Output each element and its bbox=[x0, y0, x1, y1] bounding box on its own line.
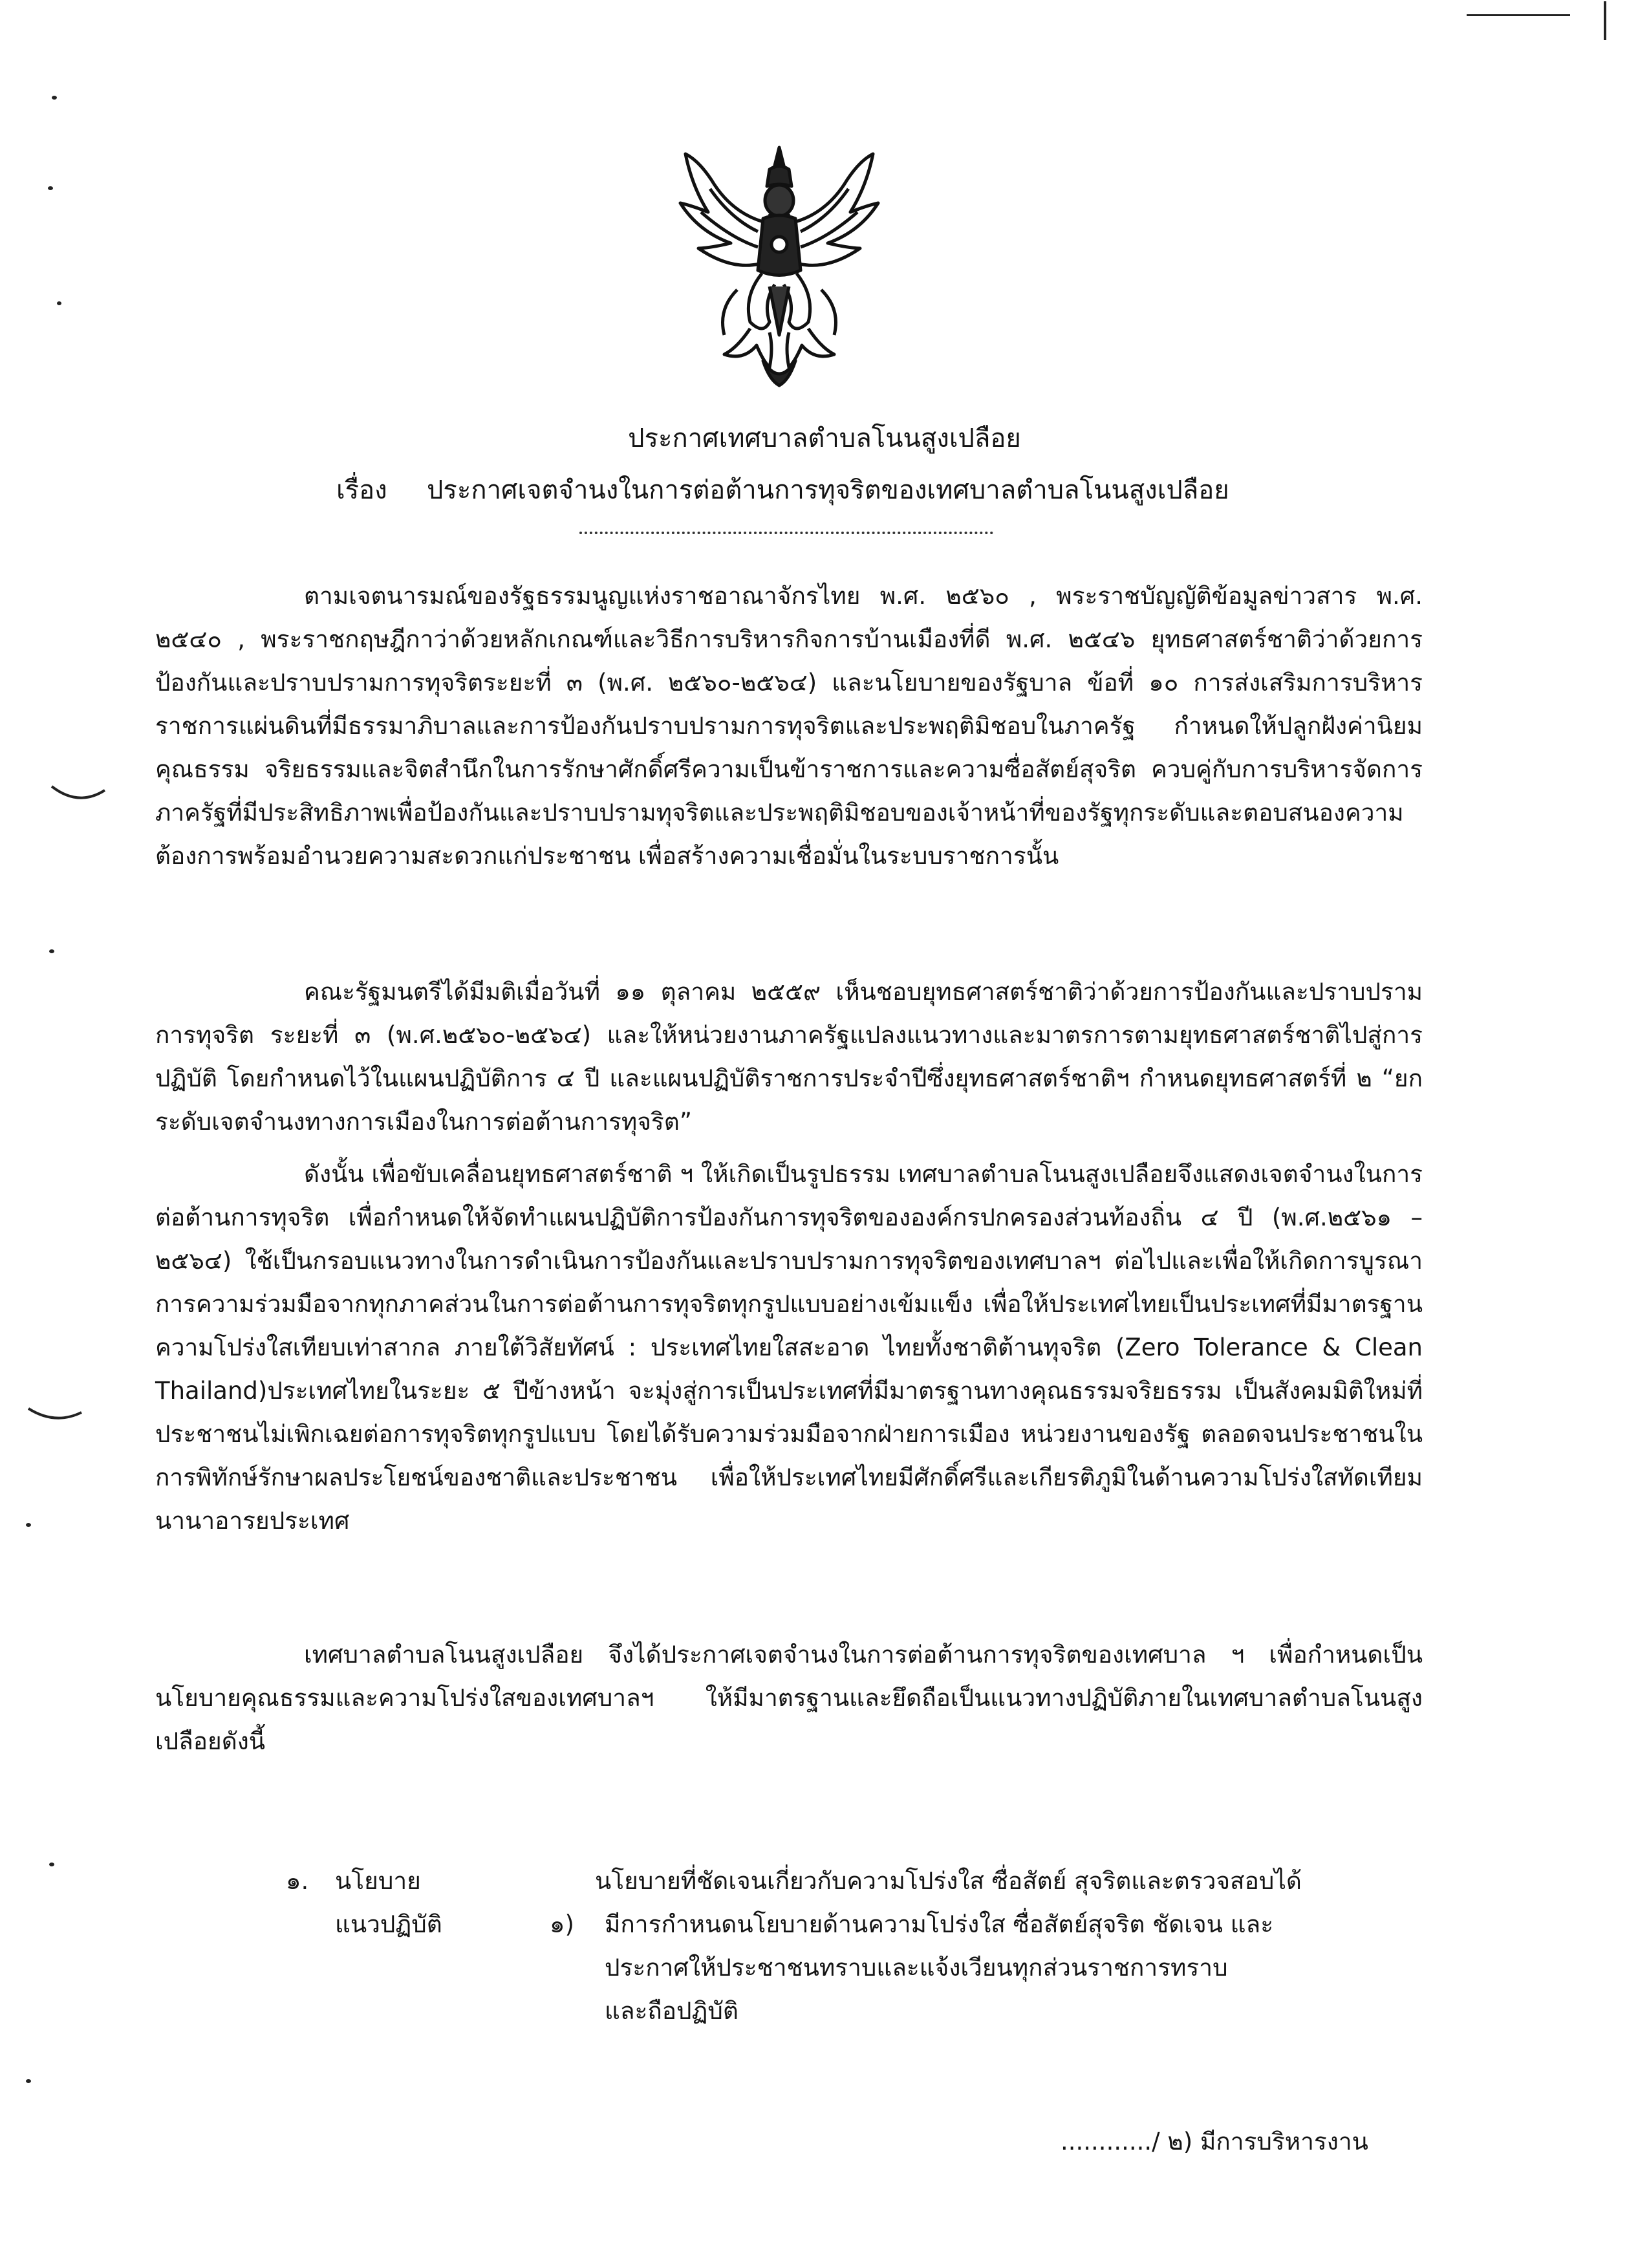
policy-item-line-3: และถือปฏิบัติ bbox=[605, 1997, 738, 2025]
scan-dot bbox=[57, 301, 61, 305]
scan-dot bbox=[49, 1863, 54, 1866]
policy-item-number: ๑) bbox=[550, 1910, 574, 1938]
subject-text: ประกาศเจตจำนงในการต่อต้านการทุจริตของเทศบาลตำบลโนนสูงเปลือย bbox=[427, 475, 1229, 505]
dotted-divider bbox=[579, 532, 993, 534]
announcement-title: ประกาศเทศบาลตำบลโนนสูงเปลือย bbox=[628, 424, 1021, 453]
body-paragraph-2 bbox=[155, 970, 1423, 1143]
scan-dot bbox=[26, 1523, 31, 1527]
paragraph-text: เทศบาลตำบลโนนสูงเปลือย จึงได้ประกาศเจตจำนงในการต่อต้านการทุจริตของเทศบาล ฯ เพื่อกำหนดเป็นนโยบายคุณธรรมและความโปร่งใสของเทศบาลฯ ให้มีมาตรฐานและยึดถือเป็นแนวทางปฏิบัติภายในเทศบาลตำบลโนนสูงเปลือยดังนี้ bbox=[155, 1641, 1423, 1755]
scan-mark bbox=[1604, 1, 1606, 40]
policy-item-line-1: มีการกำหนดนโยบายด้านความโปร่งใส ซื่อสัตย์สุจริต ชัดเจน และ bbox=[605, 1910, 1274, 1938]
paragraph-text: ดังนั้น เพื่อขับเคลื่อนยุทธศาสตร์ชาติ ฯ ให้เกิดเป็นรูปธรรม เทศบาลตำบลโนนสูงเปลือยจึงแสดงเจตจำนงในการต่อต้านการทุจริต เพื่อกำหนดให้จัดทำแผนปฏิบัติการป้องกันการทุจริตขององค์กรปกครองส่วนท้องถิ่น ๔ ปี (พ.ศ.๒๕๖๑ – ๒๕๖๔) ใช้เป็นกรอบแนวทางในการดำเนินการป้องกันและปราบปรามการทุจริตของเทศบาลฯ ต่อไปและเพื่อให้เกิดการบูรณาการความร่วมมือจากทุกภาคส่วนในการต่อต้านการทุจริตทุกรูปแบบอย่างเข้มแข็ง เพื่อให้ประเทศไทยเป็นประเทศที่มีมาตรฐานความโปร่งใสเทียบเท่าสากล ภายใต้วิสัยทัศน์ : ประเทศไทยใสสะอาด ไทยทั้งชาติต้านทุจริต (Zero Tolerance & Clean Thailand)ประเทศไทยในระยะ ๕ ปีข้างหน้า จะมุ่งสู่การเป็นประเทศที่มีมาตรฐานทางคุณธรรมจริยธรรม เป็นสังคมมิติใหม่ที่ประชาชนไม่เพิกเฉยต่อการทุจริตทุกรูปแบบ โดยได้รับความร่วมมือจากฝ่ายการเมือง หน่วยงานของรัฐ ตลอดจนประชาชนในการพิทักษ์รักษาผลประโยชน์ของชาติและประชาชน เพื่อให้ประเทศไทยมีศักดิ์ศรีและเกียรติภูมิในด้านความโปร่งใสทัดเทียมนานาอารยประเทศ bbox=[155, 1160, 1423, 1535]
paragraph-text: คณะรัฐมนตรีได้มีมติเมื่อวันที่ ๑๑ ตุลาคม ๒๕๕๙ เห็นชอบยุทธศาสตร์ชาติว่าด้วยการป้องกันและปราบปรามการทุจริต ระยะที่ ๓ (พ.ศ.๒๕๖๐-๒๕๖๔) และให้หน่วยงานภาครัฐแปลงแนวทางและมาตรการตามยุทธศาสตร์ชาติไปสู่การปฏิบัติ โดยกำหนดไว้ในแผนปฏิบัติการ ๔ ปี และแผนปฏิบัติราชการประจำปีซึ่งยุทธศาสตร์ชาติฯ กำหนดยุทธศาสตร์ที่ ๒ “ยกระดับเจตจำนงทางการเมืองในการต่อต้านการทุจริต” bbox=[155, 978, 1423, 1136]
scan-dot bbox=[48, 186, 53, 190]
subject-label: เรื่อง bbox=[336, 475, 387, 505]
policy-number: ๑. bbox=[286, 1867, 309, 1895]
page-continuation: ............/ ๒) มีการบริหารงาน bbox=[1061, 2128, 1368, 2155]
punch-hole-mark bbox=[49, 781, 107, 807]
policy-item-line-2: ประกาศให้ประชาชนทราบและแจ้งเวียนทุกส่วนราชการทราบ bbox=[605, 1954, 1228, 1982]
body-paragraph-3 bbox=[155, 1152, 1423, 1542]
paragraph-text: ตามเจตนารมณ์ของรัฐธรรมนูญแห่งราชอาณาจักรไทย พ.ศ. ๒๕๖๐ , พระราชบัญญัติข้อมูลข่าวสาร พ.ศ. ๒๕๔๐ , พระราชกฤษฎีกาว่าด้วยหลักเกณฑ์และวิธีการบริหารกิจการบ้านเมืองที่ดี พ.ศ. ๒๕๔๖ ยุทธศาสตร์ชาติว่าด้วยการป้องกันและปราบปรามการทุจริตระยะที่ ๓ (พ.ศ. ๒๕๖๐-๒๕๖๔) และนโยบายของรัฐบาล ข้อที่ ๑๐ การส่งเสริมการบริหารราชการแผ่นดินที่มีธรรมาภิบาลและการป้องกันปราบปรามการทุจริตและประพฤติมิชอบในภาครัฐ กำหนดให้ปลูกฝังค่านิยมคุณธรรม จริยธรรมและจิตสำนึกในการรักษาศักดิ์ศรีความเป็นข้าราชการและความซื่อสัตย์สุจริต ควบคู่กับการบริหารจัดการภาครัฐที่มีประสิทธิภาพเพื่อป้องกันและปราบปรามทุจริตและประพฤติมิชอบของเจ้าหน้าที่ของรัฐทุกระดับและตอบสนองความต้องการพร้อมอำนวยความสะดวกแก่ประชาชน เพื่อสร้างความเชื่อมั่นในระบบราชการนั้น bbox=[155, 582, 1423, 870]
scan-mark bbox=[1467, 14, 1570, 16]
subject-line bbox=[336, 471, 1229, 510]
garuda-emblem-icon bbox=[673, 141, 886, 393]
policy-statement: นโยบายที่ชัดเจนเกี่ยวกับความโปร่งใส ซื่อสัตย์ สุจริตและตรวจสอบได้ bbox=[595, 1867, 1302, 1895]
scan-dot bbox=[26, 2079, 31, 2083]
scan-dot bbox=[52, 96, 57, 100]
body-paragraph-1 bbox=[155, 574, 1423, 878]
scan-dot bbox=[49, 949, 54, 953]
policy-label-1: นโยบาย bbox=[335, 1867, 421, 1895]
body-paragraph-4 bbox=[155, 1633, 1423, 1763]
policy-label-2: แนวปฏิบัติ bbox=[335, 1910, 442, 1938]
punch-hole-mark bbox=[26, 1403, 84, 1429]
